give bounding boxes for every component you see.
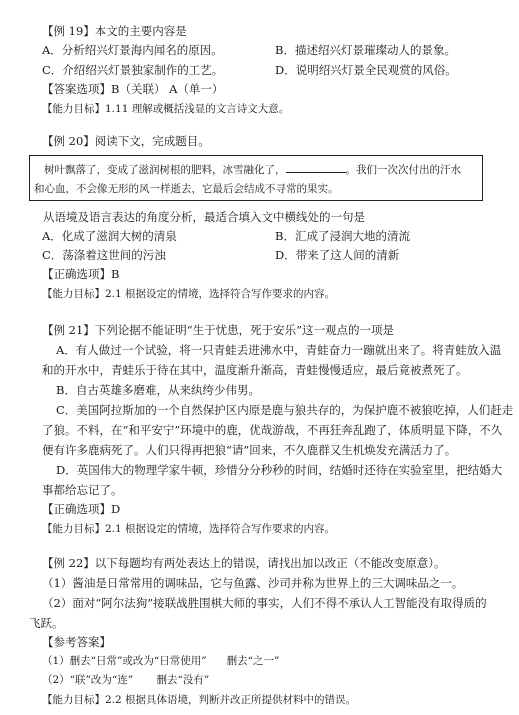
ex20-passage-box [29,155,483,201]
ex20-option-d: D．带来了这人间的清新 [275,248,400,262]
ex20-option-a: A．化成了滋润大树的清泉 [42,229,177,243]
ex21-option-c-line-1: C．美国阿拉斯加的一个自然保护区内原是鹿与狼共存的，为保护鹿不被狼吃掉，人们赶走 [56,403,514,417]
ex22-sentence-1: （1）酱油是日常常用的调味品，它与鱼露、沙司并称为世界上的三大调味品之一。 [42,576,464,590]
ex19-option-d: D．说明绍兴灯景全民观赏的风俗。 [275,63,457,77]
ex22-sentence-2-line-2: 飞跃。 [29,616,64,630]
ex20-passage-text-1b: 。我们一次次付出的汗水 [345,164,461,176]
ex22-question: 【例 22】以下每题均有两处表达上的错误，请找出加以改正（不能改变原意）。 [42,556,446,570]
ex20-option-c: C．荡涤着这世间的污浊 [42,248,166,262]
ex21-ability-goal: 【能力目标】2.1 根据设定的情境，选择符合写作要求的内容。 [42,523,336,535]
ex20-question: 【例 20】阅读下文，完成题目。 [42,134,210,148]
ex22-reference-answer-2: （2）“联”改为“连” 删去“没有” [42,674,210,686]
ex21-option-d-line-2: 事都给忘记了。 [42,483,123,497]
ex19-question: 【例 19】本文的主要内容是 [42,24,187,38]
ex20-stem: 从语境及语言表达的角度分析，最适合填入文中横线处的一句是 [43,210,365,224]
ex21-question: 【例 21】下列论据不能证明“生于忧患，死于安乐”这一观点的一项是 [42,323,395,337]
ex20-option-b: B．汇成了浸润大地的清流 [275,229,410,243]
ex21-option-b: B．自古英雄多磨难，从来纨绔少伟男。 [56,383,260,397]
ex21-option-a-line-1: A．有人做过一个试验，将一只青蛙丢进沸水中，青蛙奋力一蹦就出来了。将青蛙放入温 [56,343,502,357]
ex21-option-a-line-2: 和的开水中，青蛙乐于待在其中，温度渐升渐高，青蛙慢慢适应，最后竟被煮死了。 [42,363,468,377]
ex20-passage-text-1a: 树叶飘落了，变成了滋润树根的肥料，冰雪融化了， [44,164,286,176]
ex20-blank [286,161,346,173]
ex21-option-c-line-3: 便有许多鹿病死了。人们只得再把狼“请”回来，不久鹿群又生机焕发充满活力了。 [42,443,457,457]
ex22-ability-goal: 【能力目标】2.2 根据具体语境，判断并改正所提供材料中的错误。 [42,694,357,706]
ex19-option-b: B．描述绍兴灯景璀璨动人的景象。 [275,43,456,57]
ex21-option-d-line-1: D．英国伟大的物理学家牛顿，珍惜分分秒秒的时间，结婚时还待在实验室里，把结婚大 [56,463,503,477]
ex20-ability-goal: 【能力目标】2.1 根据设定的情境，选择符合写作要求的内容。 [42,288,336,300]
ex19-option-a: A．分析绍兴灯景海内闻名的原因。 [42,43,223,57]
ex21-answer: 【正确选项】D [42,502,121,516]
ex22-sentence-2-line-1: （2）面对“阿尔法狗”接联战胜围棋大师的事实，人们不得不承认人工智能没有取得质的 [42,596,487,610]
ex19-ability-goal: 【能力目标】1.11 理解或概括浅显的文言诗文大意。 [42,103,290,115]
ex21-option-c-line-2: 了狼。不料，在“和平安宁”环境中的鹿，优哉游哉，不再狂奔乱跑了，体质明显下降，不久 [42,423,503,437]
ex19-option-c: C．介绍绍兴灯景独家制作的工艺。 [42,63,224,77]
ex19-answer: 【答案选项】B（关联） A（单一） [42,82,224,96]
ex20-passage-line-2: 和心血，不会像无形的风一样逝去，它最后会结成不寻常的果实。 [34,183,339,195]
ex22-reference-answer-1: （1）删去“日常”或改为“日常使用” 删去“之一” [42,655,280,667]
ex20-answer: 【正确选项】B [42,267,120,281]
ex20-passage-line-1 [44,161,461,178]
ex22-reference-answer-title: 【参考答案】 [42,635,111,649]
